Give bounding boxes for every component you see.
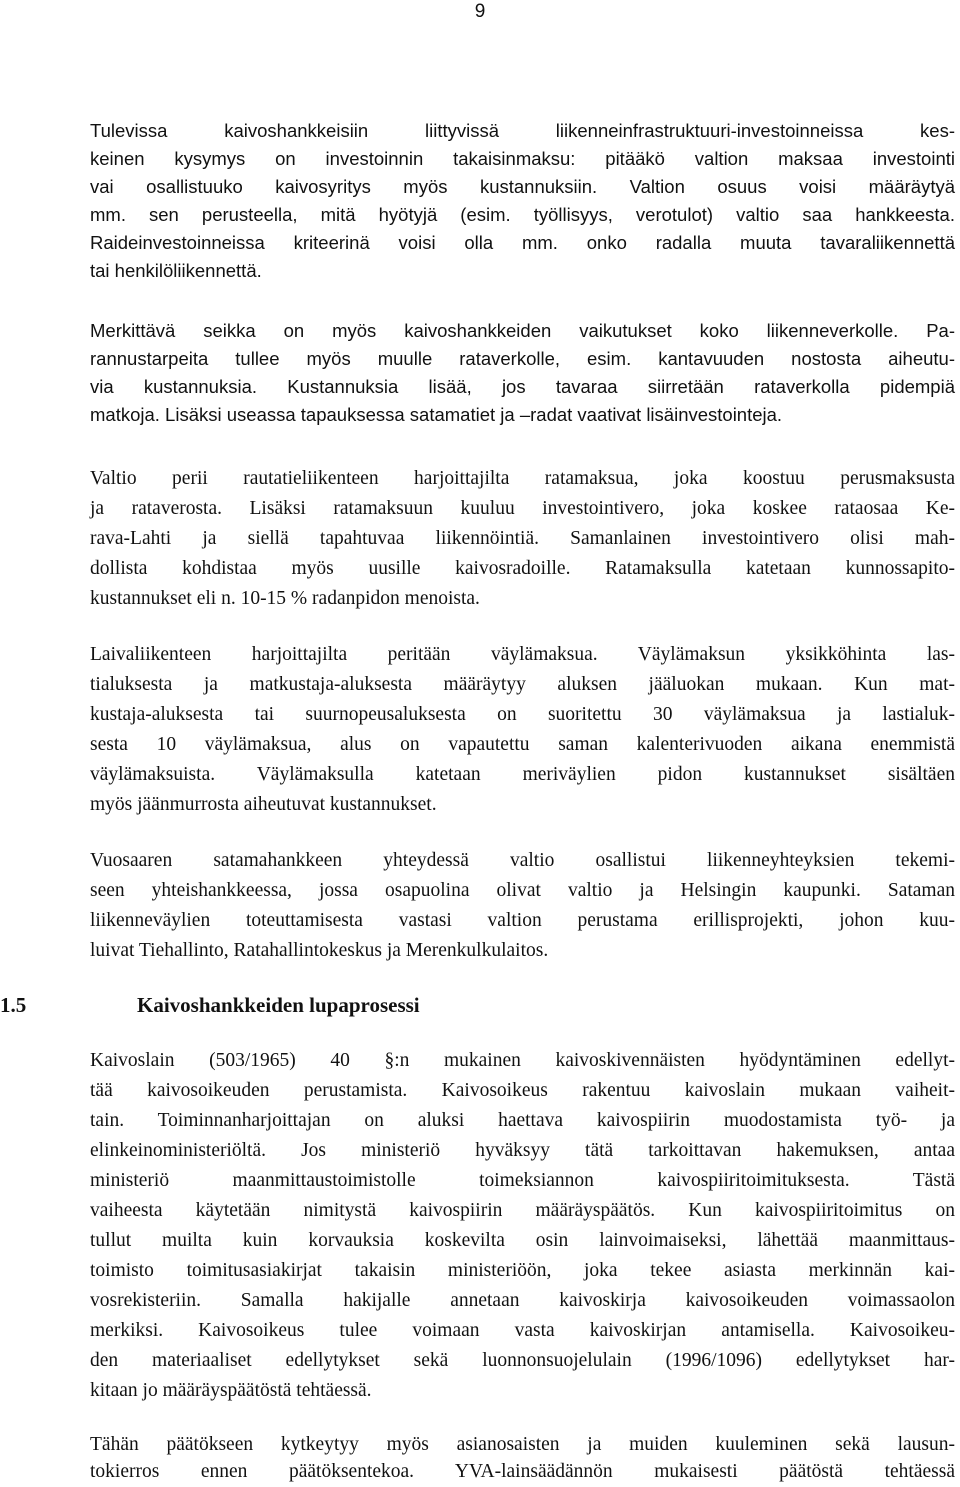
text-line: rannustarpeita tullee myös muulle rataverkolle, esim. kantavuuden nostosta aiheutu- [90, 348, 955, 369]
text-line: via kustannuksia. Kustannuksia lisää, jos tavaraa siirretään rataverkolla pidempiä [90, 376, 955, 397]
text-line: tai henkilöliikennettä. [90, 260, 262, 281]
text-line: kustannukset eli n. 10-15 % radanpidon menoista. [90, 588, 480, 609]
text-line: väylämaksuista. Väylämaksulla katetaan meriväylien pidon kustannukset sisältäen [90, 764, 955, 785]
text-line: tain. Toiminnanharjoittajan on aluksi haettava kaivospiirin muodostamista työ- ja [90, 1110, 955, 1131]
text-line: tullut muilta kuin korvauksia koskevilta osin lainvoimaiseksi, lähettää maanmittaus- [90, 1230, 955, 1251]
text-line: tää kaivosoikeuden perustamista. Kaivosoikeus rakentuu kaivoslain mukaan vaiheit- [90, 1080, 955, 1101]
text-line: kustaja-aluksesta tai suurnopeusaluksesta on suoritettu 30 väylämaksua ja lastialuk- [90, 704, 955, 725]
text-line: matkoja. Lisäksi useassa tapauksessa satamatiet ja –radat vaativat lisäinvestointeja. [90, 404, 783, 425]
text-line: seen yhteishankkeessa, jossa osapuolina olivat valtio ja Helsingin kaupunki. Sataman [90, 880, 955, 901]
text-line: den materiaaliset edellytykset sekä luonnonsuojelulain (1996/1096) edellytykset har- [90, 1350, 955, 1371]
text-line: Tähän päätökseen kytkeytyy myös asianosaisten ja muiden kuuleminen sekä lausun- [90, 1434, 955, 1455]
text-line: vai osallistuuko kaivosyritys myös kustannuksiin. Valtion osuus voisi määräytyä [90, 176, 955, 197]
text-line: liikenneväylien toteuttamisesta vastasi valtion perustama erillisprojekti, johon kuu- [90, 910, 955, 931]
page-number: 9 [474, 1, 486, 22]
text-line: Laivaliikenteen harjoittajilta peritään väylämaksua. Väylämaksun yksikköhinta las- [90, 644, 955, 665]
text-line: tialuksesta ja matkustaja-aluksesta määräytyy aluksen jääluokan mukaan. Kun mat- [90, 674, 955, 695]
text-line: keinen kysymys on investoinnin takaisinmaksu: pitääkö valtion maksaa investointi [90, 148, 955, 169]
text-line: ja rataverosta. Lisäksi ratamaksuun kuuluu investointivero, joka koskee rataosaa Ke- [90, 498, 955, 519]
text-line: myös jäänmurrosta aiheutuvat kustannukset. [90, 794, 437, 815]
text-line: dollista kohdistaa myös uusille kaivosradoille. Ratamaksulla katetaan kunnossapito- [90, 558, 955, 579]
text-line: vosrekisteriin. Samalla hakijalle annetaan kaivoskirja kaivosoikeuden voimassaolon [90, 1290, 955, 1311]
text-line: luivat Tiehallinto, Ratahallintokeskus ja Merenkulkulaitos. [90, 940, 549, 961]
text-line: Vuosaaren satamahankkeen yhteydessä valtio osallistui liikenneyhteyksien tekemi- [90, 850, 955, 871]
text-line: mm. sen perusteella, mitä hyötyjä (esim. työllisyys, verotulot) valtio saa hankkeesta. [90, 204, 955, 225]
text-line: Valtio perii rautatieliikenteen harjoittajilta ratamaksua, joka koostuu perusmaksusta [90, 468, 955, 489]
text-line: rava-Lahti ja siellä tapahtuvaa liikennöintiä. Samanlainen investointivero olisi mah- [90, 528, 955, 549]
text-line: Kaivoslain (503/1965) 40 §:n mukainen kaivoskivennäisten hyödyntäminen edellyt- [90, 1050, 955, 1071]
text-line: kitaan jo määräyspäätöstä tehtäessä. [90, 1380, 372, 1401]
text-line: vaiheesta käytetään nimitystä kaivospiirin määräyspäätös. Kun kaivospiiritoimitus on [90, 1200, 955, 1221]
text-line: toimisto toimitusasiakirjat takaisin ministeriöön, joka tekee asiasta merkinnän kai- [90, 1260, 955, 1281]
text-line: sesta 10 väylämaksua, alus on vapautettu saman kalenterivuoden aikana enemmistä [90, 734, 955, 755]
section-number: 1.5 [0, 993, 27, 1017]
text-line: elinkeinoministeriöltä. Jos ministeriö hyväksyy tätä tarkoittavan hakemuksen, antaa [90, 1140, 955, 1161]
text-line: ministeriö maanmittaustoimistolle toimeksiannon kaivospiiritoimituksesta. Tästä [90, 1170, 955, 1191]
text-line: Raideinvestoinneissa kriteerinä voisi olla mm. onko radalla muuta tavaraliikennettä [90, 232, 955, 253]
section-title: Kaivoshankkeiden lupaprosessi [137, 993, 420, 1017]
text-line: Tulevissa kaivoshankkeisiin liittyvissä liikenneinfrastruktuuri-investoinneissa kes- [90, 120, 955, 141]
text-line: Merkittävä seikka on myös kaivoshankkeiden vaikutukset koko liikenneverkolle. Pa- [90, 320, 955, 341]
text-line: tokierros ennen päätöksentekoa. YVA-lainsäädännön mukaisesti päätöstä tehtäessä [90, 1461, 955, 1482]
text-line: merkiksi. Kaivosoikeus tulee voimaan vasta kaivoskirjan antamisella. Kaivosoikeu- [90, 1320, 955, 1341]
